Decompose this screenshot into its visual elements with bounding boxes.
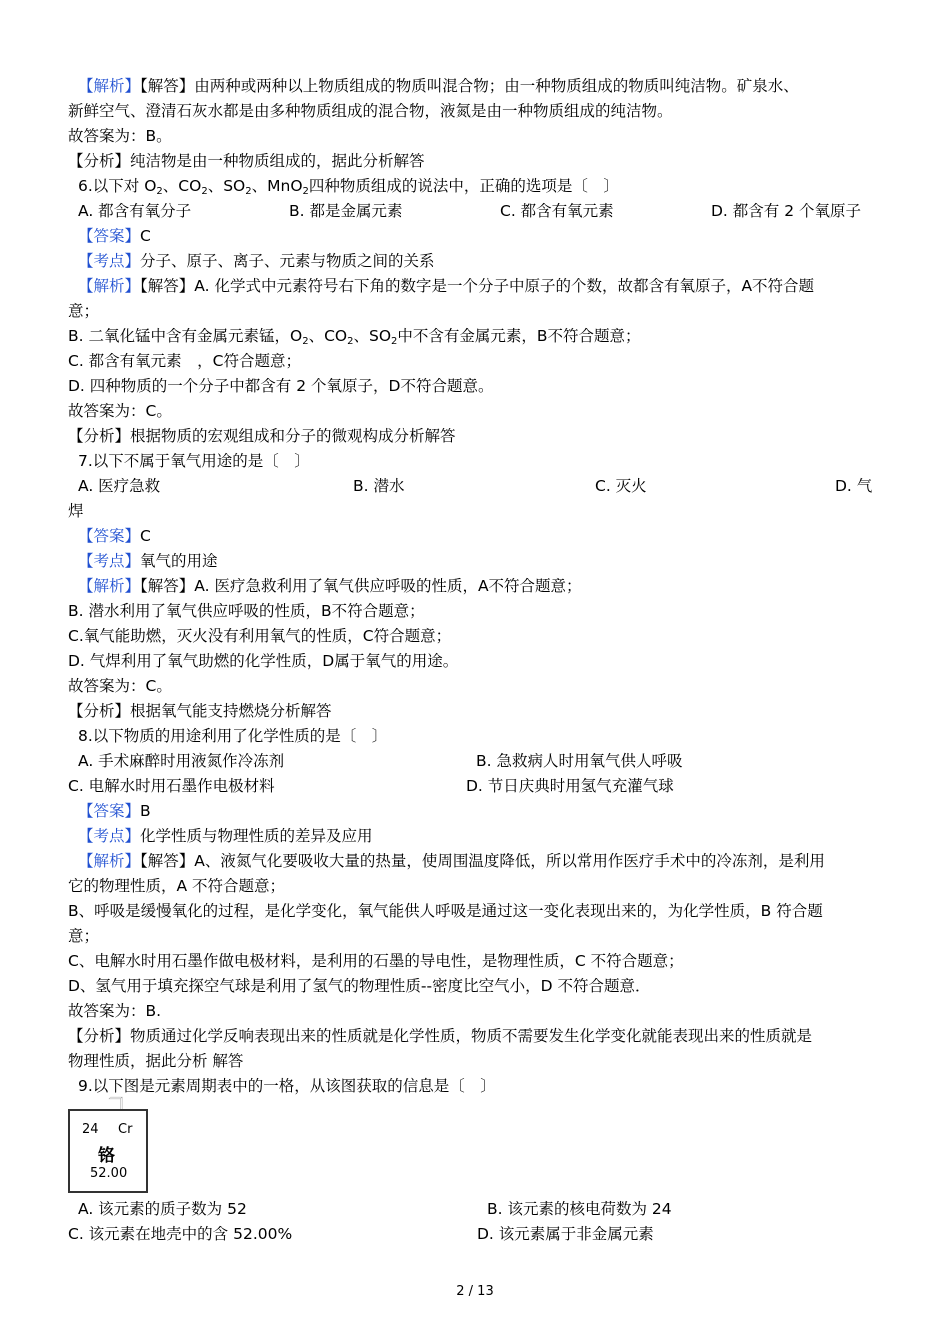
q7-answer-line: 故答案为：C。 xyxy=(68,677,172,695)
q7-explanation-line: C.氧气能助燃，灭火没有利用氧气的性质，C符合题意； xyxy=(68,627,452,645)
q8-option-c: C. 电解水时用石墨作电极材料 xyxy=(68,777,275,795)
q8-explanation-line: B、呼吸是缓慢氧化的过程，是化学变化，氧气能供人呼吸是通过这一变化表现出来的，为化学性质，B 符合题 xyxy=(68,902,823,920)
q7-option-b: B. 潜水 xyxy=(353,477,405,495)
q7-explanation: 【解析】【解答】A. 医疗急救利用了氧气供应呼吸的性质，A不符合题意； xyxy=(78,577,582,595)
q6-answer: 【答案】C xyxy=(78,227,151,245)
q8-explanation: 【解析】【解答】A、液氮气化要吸收大量的热量，使周围温度降低，所以常用作医疗手术中的冷冻剂，是利用 xyxy=(78,852,825,870)
q9-option-a: A. 该元素的质子数为 52 xyxy=(78,1200,247,1218)
q8-explanation-line: 它的物理性质，A 不符合题意； xyxy=(68,877,286,895)
q8-knowledge-point: 【考点】化学性质与物理性质的差异及应用 xyxy=(78,827,373,845)
explanation-line: 【解析】【解答】由两种或两种以上物质组成的物质叫混合物；由一种物质组成的物质叫纯洁物。矿泉水、 xyxy=(78,77,799,95)
q8-analysis: 【分析】物质通过化学反响表现出来的性质就是化学性质，物质不需要发生化学变化就能表现出来的性质就是 xyxy=(68,1027,813,1045)
q6-explanation-line: B. 二氧化锰中含有金属元素锰，$O_2$、$CO_2$、$SO_2$中不含有金属元素，B不符合题意； xyxy=(68,327,641,347)
q6-option-c: C. 都含有氧元素 xyxy=(500,202,614,220)
atomic-number: 24 xyxy=(82,1122,99,1137)
q7-option-d: D. 气 xyxy=(835,477,873,495)
element-name: 铬 xyxy=(98,1146,115,1166)
q6-answer-line: 故答案为：C。 xyxy=(68,402,172,420)
q7-option-c: C. 灭火 xyxy=(595,477,647,495)
q8-option-b: B. 急救病人时用氧气供人呼吸 xyxy=(476,752,683,770)
q8-answer-line: 故答案为：B. xyxy=(68,1002,162,1020)
answer-line: 故答案为：B。 xyxy=(68,127,172,145)
q8-answer: 【答案】B xyxy=(78,802,151,820)
question-6-stem: 6.以下对 $O_2$、$CO_2$、$SO_2$、MnO$_2$四种物质组成的说法中，正确的选项是〔 〕 xyxy=(78,177,619,197)
q9-option-c: C. 该元素在地壳中的含 52.00% xyxy=(68,1225,293,1243)
question-7-stem: 7.以下不属于氧气用途的是〔 〕 xyxy=(78,452,310,470)
q8-explanation-line: 意； xyxy=(68,927,100,945)
cell-front xyxy=(68,1109,148,1193)
q6-option-a: A. 都含有氧分子 xyxy=(78,202,192,220)
explanation-line: 新鲜空气、澄清石灰水都是由多种物质组成的混合物，液氮是由一种物质组成的纯洁物。 xyxy=(68,102,673,120)
page-number: 2 / 13 xyxy=(456,1284,494,1299)
q6-explanation-line: 意； xyxy=(68,302,100,320)
q6-explanation-line: D. 四种物质的一个分子中都含有 2 个氧原子，D不符合题意。 xyxy=(68,377,494,395)
q8-analysis-line: 物理性质，据此分析 解答 xyxy=(68,1052,244,1070)
explanation-tag: 【解析】 xyxy=(78,77,141,95)
q9-option-d: D. 该元素属于非金属元素 xyxy=(477,1225,654,1243)
analysis-line: 【分析】纯洁物是由一种物质组成的，据此分析解答 xyxy=(68,152,425,170)
atomic-mass: 52.00 xyxy=(90,1166,128,1181)
q7-option-a: A. 医疗急救 xyxy=(78,477,161,495)
question-8-stem: 8.以下物质的用途利用了化学性质的是〔 〕 xyxy=(78,727,388,745)
q6-knowledge-point: 【考点】分子、原子、离子、元素与物质之间的关系 xyxy=(78,252,435,270)
q7-knowledge-point: 【考点】氧气的用途 xyxy=(78,552,218,570)
q9-option-b: B. 该元素的核电荷数为 24 xyxy=(487,1200,672,1218)
q6-option-b: B. 都是金属元素 xyxy=(289,202,403,220)
q6-option-d: D. 都含有 2 个氧原子 xyxy=(711,202,862,220)
q6-explanation-line: C. 都含有氧元素 ，C符合题意； xyxy=(68,352,302,370)
q7-explanation-line: D. 气焊利用了氧气助燃的化学性质，D属于氧气的用途。 xyxy=(68,652,459,670)
q8-option-d: D. 节日庆典时用氢气充灌气球 xyxy=(466,777,674,795)
element-symbol: Cr xyxy=(118,1122,133,1137)
q8-option-a: A. 手术麻醉时用液氮作冷冻剂 xyxy=(78,752,285,770)
q7-option-d-wrap: 焊 xyxy=(68,502,84,520)
periodic-table-cell xyxy=(68,1097,163,1195)
q7-answer: 【答案】C xyxy=(78,527,151,545)
q7-analysis: 【分析】根据氧气能支持燃烧分析解答 xyxy=(68,702,332,720)
q6-analysis: 【分析】根据物质的宏观组成和分子的微观构成分析解答 xyxy=(68,427,456,445)
question-9-stem: 9.以下图是元素周期表中的一格，从该图获取的信息是〔 〕 xyxy=(78,1077,496,1095)
q8-explanation-line: D、氢气用于填充探空气球是利用了氢气的物理性质--密度比空气小，D 不符合题意． xyxy=(68,977,651,995)
q7-explanation-line: B. 潜水利用了氧气供应呼吸的性质，B不符合题意； xyxy=(68,602,425,620)
q8-explanation-line: C、电解水时用石墨作做电极材料，是利用的石墨的导电性，是物理性质，C 不符合题意； xyxy=(68,952,684,970)
q6-explanation: 【解析】【解答】A. 化学式中元素符号右下角的数字是一个分子中原子的个数，故都含有氧原子，A不符合题 xyxy=(78,277,815,295)
